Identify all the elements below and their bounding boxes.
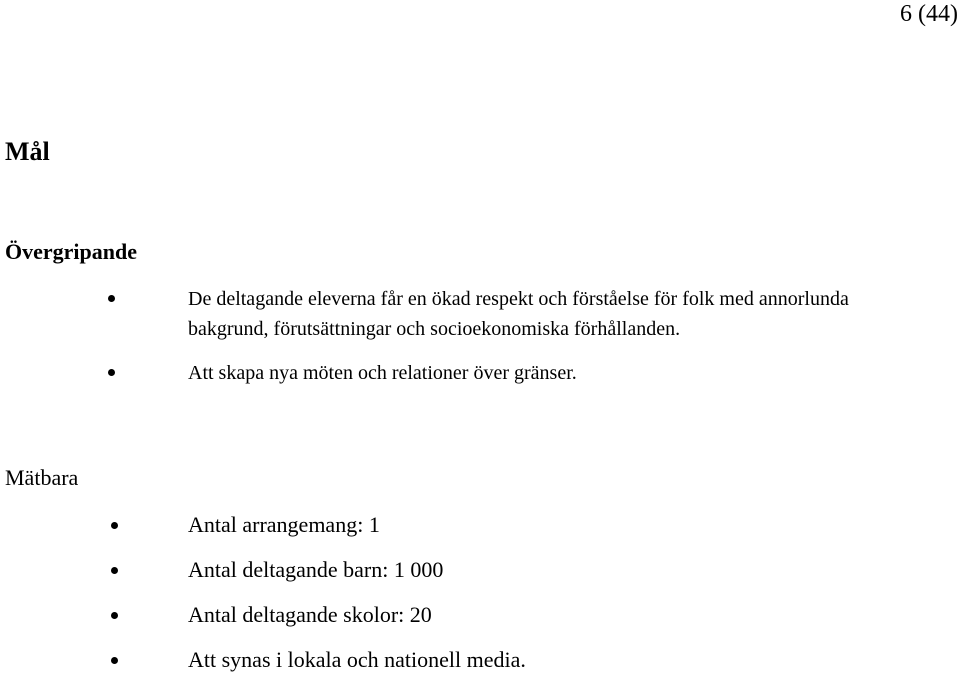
- list-item: [0, 645, 928, 675]
- measurable-goals-list: [0, 510, 928, 675]
- goal-text: Att skapa nya möten och relationer över gränser.: [188, 362, 577, 384]
- measurable-text: Att synas i lokala och nationell media.: [188, 647, 526, 672]
- bullet-icon: [111, 657, 118, 664]
- list-item: [0, 510, 928, 540]
- measurable-text: Antal deltagande barn: 1 000: [188, 557, 444, 582]
- bullet-icon: [108, 295, 115, 302]
- measurable-text: Antal arrangemang: 1: [188, 512, 380, 537]
- bullet-icon: [111, 612, 118, 619]
- overarching-goals-list: [0, 284, 928, 388]
- list-item: [0, 284, 928, 344]
- goal-text: De deltagande eleverna får en ökad respekt och förståelse för folk med annorlunda bakgrund, förutsättningar och socioekonomiska förhållanden.: [188, 288, 849, 340]
- list-item: [0, 555, 928, 585]
- page-number: 6 (44): [900, 1, 958, 27]
- bullet-icon: [111, 567, 118, 574]
- subsection-title-measurable: Mätbara: [5, 465, 79, 490]
- bullet-icon: [108, 369, 115, 376]
- bullet-icon: [111, 522, 118, 529]
- list-item: [0, 358, 928, 388]
- measurable-text: Antal deltagande skolor: 20: [188, 602, 432, 627]
- section-title-goals: Mål: [5, 137, 50, 166]
- list-item: [0, 600, 928, 630]
- subsection-title-overarching: Övergripande: [5, 239, 137, 264]
